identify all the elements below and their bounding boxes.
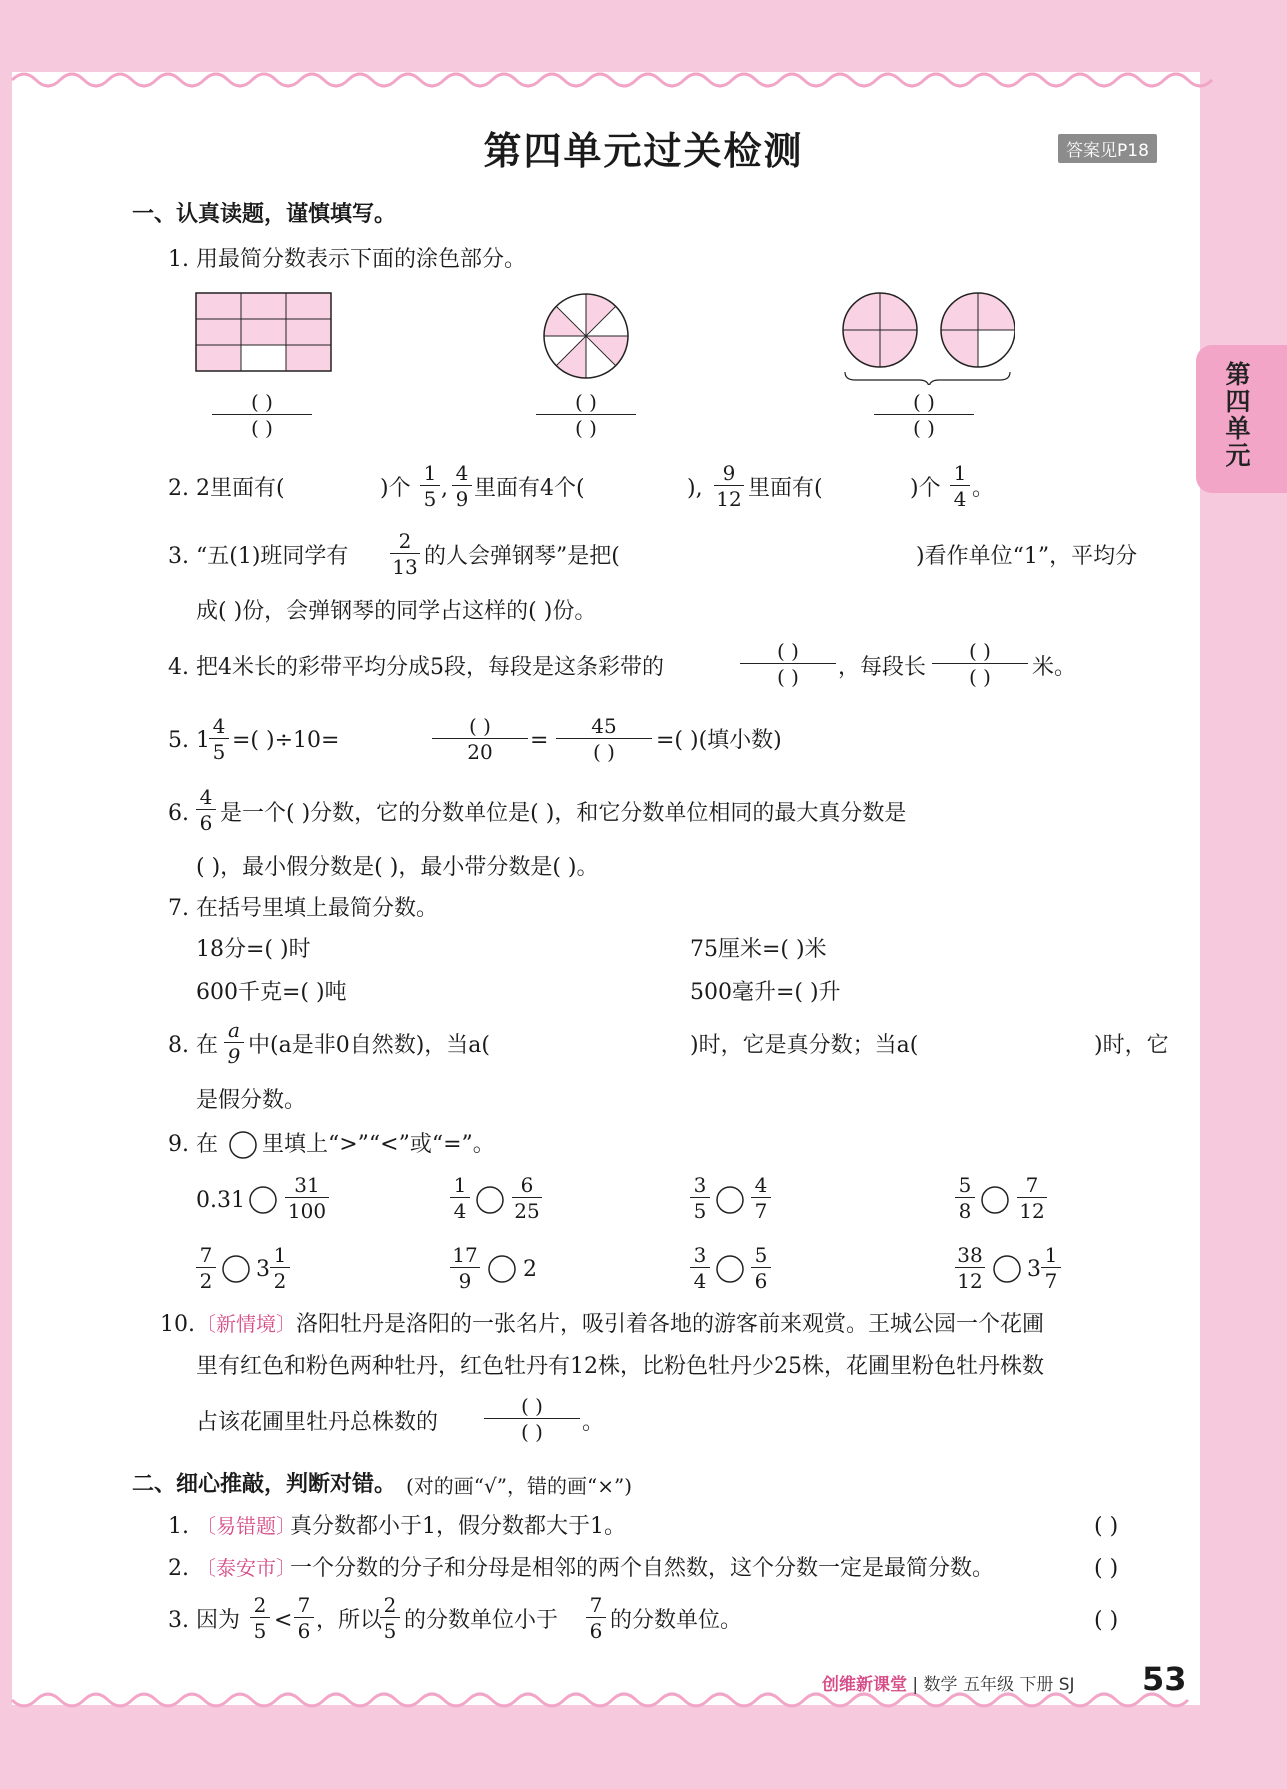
s2-q2-text: 一个分数的分子和分母是相邻的两个自然数，这个分数一定是最简分数。 [290, 1556, 995, 1581]
s2-q1-blank[interactable]: ( ) [1094, 1514, 1119, 1539]
q5-text-a: =( )÷10= [232, 728, 340, 753]
q6-number: 6. [168, 801, 189, 826]
q7-item-4: 500毫升=( )升 [690, 980, 841, 1005]
q3-text-b: 的人会弹钢琴”是把( [424, 544, 620, 569]
footer-brand: 创维新课堂 [822, 1675, 907, 1695]
q5-answer-fraction-1[interactable]: ( ) 20 [432, 716, 528, 762]
q9-pair-7-circle[interactable] [715, 1254, 745, 1284]
q10-line1: 洛阳牡丹是洛阳的一张名片，吸引着各地的游客前来观赏。王城公园一个花圃 [296, 1312, 1045, 1337]
q8-text-c: )时，它是真分数；当a( [690, 1033, 919, 1058]
q7-item-2: 75厘米=( )米 [690, 937, 827, 962]
q9-pair-8-circle[interactable] [992, 1254, 1022, 1284]
s2-q1-tag: 〔易错题〕 [196, 1514, 296, 1538]
section2-heading: 二、细心推敲，判断对错。 [132, 1472, 397, 1497]
q5-fraction: 4 5 [209, 716, 229, 762]
q7-text: 7. 在括号里填上最简分数。 [168, 896, 438, 921]
q2-text-d: 里面有4个( [474, 476, 585, 501]
q9-pair-4-circle[interactable] [980, 1185, 1010, 1215]
q3-text-a: “五(1)班同学有 [196, 544, 349, 569]
s2-q1-number: 1. [168, 1514, 189, 1539]
q3-text-c: )看作单位“1”，平均分 [916, 544, 1138, 569]
q5-text-b: =( )(填小数) [656, 728, 782, 753]
q10-line2: 里有红色和粉色两种牡丹，红色牡丹有12株，比粉色牡丹少25株，花圃里粉色牡丹株数 [196, 1354, 1044, 1379]
q9-pair-4-right: 7 12 [1017, 1175, 1047, 1221]
q9-pair-8-right-whole: 3 [1027, 1257, 1041, 1282]
q9-pair-1-left: 0.31 [196, 1188, 245, 1213]
q4-number: 4. [168, 655, 189, 680]
q6-fraction: 4 6 [196, 787, 216, 833]
q4-text-a: 把4米长的彩带平均分成5段，每段是这条彩带的 [196, 655, 664, 680]
unit-side-tab-label: 第四单元 [1222, 361, 1251, 469]
q4-text-b: ，每段长 [838, 655, 927, 680]
q9-text-2: 里填上“>”“<”或“=”。 [262, 1132, 495, 1157]
q2-fraction-4: 1 4 [950, 463, 970, 509]
q9-pair-6-left: 17 9 [450, 1245, 480, 1291]
s2-q1-text: 真分数都小于1，假分数都大于1。 [290, 1514, 626, 1539]
q6-text-a: 是一个( )分数，它的分数单位是( )，和它分数单位相同的最大真分数是 [220, 801, 907, 826]
s2-q3-blank[interactable]: ( ) [1094, 1608, 1119, 1633]
s2-q2-number: 2. [168, 1556, 189, 1581]
two-circles-quarters-figure [835, 290, 1015, 385]
q9-pair-6-right: 2 [523, 1257, 537, 1282]
q5-number: 5. [168, 728, 189, 753]
s2-q3-less-than: < [274, 1608, 293, 1633]
q9-pair-4-left: 5 8 [955, 1175, 975, 1221]
q9-pair-7-right: 5 6 [751, 1245, 771, 1291]
q9-pair-7-left: 3 4 [690, 1245, 710, 1291]
circle-eighths-figure [540, 290, 632, 382]
s2-q3-text-b: ，所以 [316, 1608, 383, 1633]
s2-q2-tag: 〔泰安市〕 [196, 1556, 296, 1580]
q1-answer-1[interactable]: ( ) ( ) [212, 392, 312, 438]
q9-pair-6-circle[interactable] [487, 1254, 517, 1284]
q7-item-3: 600千克=( )吨 [196, 980, 347, 1005]
s2-q3-fraction-2: 7 6 [294, 1595, 314, 1641]
q5-whole: 1 [196, 728, 210, 753]
grid-shaded-figure [195, 292, 335, 374]
section2-note: (对的画“√”，错的画“×”) [406, 1474, 633, 1498]
q9-pair-1-circle[interactable] [248, 1185, 278, 1215]
q10-answer-fraction[interactable]: ( ) ( ) [484, 1396, 580, 1442]
q2-fraction-2: 4 9 [452, 463, 472, 509]
q10-end: 。 [582, 1410, 605, 1435]
q9-pair-3-left: 3 5 [690, 1175, 710, 1221]
s2-q3-text-a: 因为 [196, 1608, 241, 1633]
q10-number: 10. [160, 1312, 195, 1337]
q9-pair-5-right-whole: 3 [256, 1257, 270, 1282]
q9-pair-5-circle[interactable] [221, 1254, 251, 1284]
q2-text-g: )个 [910, 476, 941, 501]
q4-text-c: 米。 [1032, 655, 1077, 680]
q9-pair-2-right: 6 25 [512, 1175, 542, 1221]
q8-text-b: 中(a是非0自然数)，当a( [248, 1033, 490, 1058]
q8-text-a: 在 [196, 1033, 219, 1058]
s2-q3-fraction-4: 7 6 [586, 1595, 606, 1641]
q2-text-b: )个 [380, 476, 411, 501]
q9-pair-3-right: 4 7 [751, 1175, 771, 1221]
q10-line3: 占该花圃里牡丹总株数的 [196, 1410, 439, 1435]
q8-text-d: )时，它 [1094, 1033, 1169, 1058]
q3-line2: 成( )份，会弹钢琴的同学占这样的( )份。 [196, 599, 597, 624]
q3-fraction: 2 13 [390, 531, 420, 577]
unit-side-tab [1196, 345, 1287, 493]
page-number: 53 [1142, 1660, 1187, 1698]
q2-text-h: 。 [972, 476, 995, 501]
q10-tag: 〔新情境〕 [196, 1312, 296, 1336]
page-title: 第四单元过关检测 [483, 129, 804, 173]
q9-pair-5-right: 1 2 [270, 1245, 290, 1291]
q9-text: 9. 在 [168, 1132, 218, 1157]
s2-q3-fraction-1: 2 5 [250, 1595, 270, 1641]
q2-number: 2. [168, 476, 189, 501]
q2-text-e: ), [687, 476, 703, 501]
s2-q3-text-c: 的分数单位小于 [404, 1608, 559, 1633]
q8-number: 8. [168, 1033, 189, 1058]
q9-pair-3-circle[interactable] [715, 1185, 745, 1215]
q9-pair-2-circle[interactable] [475, 1185, 505, 1215]
q9-pair-8-left: 38 12 [955, 1245, 985, 1291]
s2-q3-number: 3. [168, 1608, 189, 1633]
q9-pair-5-left: 7 2 [196, 1245, 216, 1291]
section1-heading: 一、认真读题，谨慎填写。 [132, 202, 397, 227]
q4-answer-fraction-2[interactable]: ( ) ( ) [932, 641, 1028, 687]
q5-equals: = [530, 728, 549, 753]
q9-pair-1-right: 31 100 [285, 1175, 329, 1221]
q1-answer-2[interactable]: ( ) ( ) [536, 392, 636, 438]
q2-text-a: 2里面有( [196, 476, 285, 501]
q6-line2: ( )，最小假分数是( )，最小带分数是( )。 [196, 855, 599, 880]
q1-text: 1. 用最简分数表示下面的涂色部分。 [168, 247, 526, 272]
q1-answer-3[interactable]: ( ) ( ) [874, 392, 974, 438]
q8-fraction: a 9 [224, 1020, 244, 1066]
s2-q2-blank[interactable]: ( ) [1094, 1556, 1119, 1581]
q8-line2: 是假分数。 [196, 1088, 307, 1113]
q9-pair-8-right: 1 7 [1041, 1245, 1061, 1291]
q2-text-f: 里面有( [748, 476, 823, 501]
s2-q3-fraction-3: 2 5 [380, 1595, 400, 1641]
footer [822, 1670, 1075, 1695]
q7-item-1: 18分=( )时 [196, 937, 311, 962]
q2-fraction-1: 1 5 [420, 463, 440, 509]
q4-answer-fraction-1[interactable]: ( ) ( ) [740, 641, 836, 687]
q5-answer-fraction-2[interactable]: 45 ( ) [556, 716, 652, 762]
q2-comma: , [441, 476, 448, 501]
comparison-circle-icon [228, 1130, 258, 1160]
s2-q3-text-d: 的分数单位。 [610, 1608, 743, 1633]
q2-fraction-3: 9 12 [714, 463, 744, 509]
q3-number: 3. [168, 544, 189, 569]
footer-book-info: | 数学 五年级 下册 SJ [912, 1675, 1075, 1695]
answer-reference-badge: 答案见P18 [1058, 134, 1157, 163]
q9-pair-2-left: 1 4 [450, 1175, 470, 1221]
